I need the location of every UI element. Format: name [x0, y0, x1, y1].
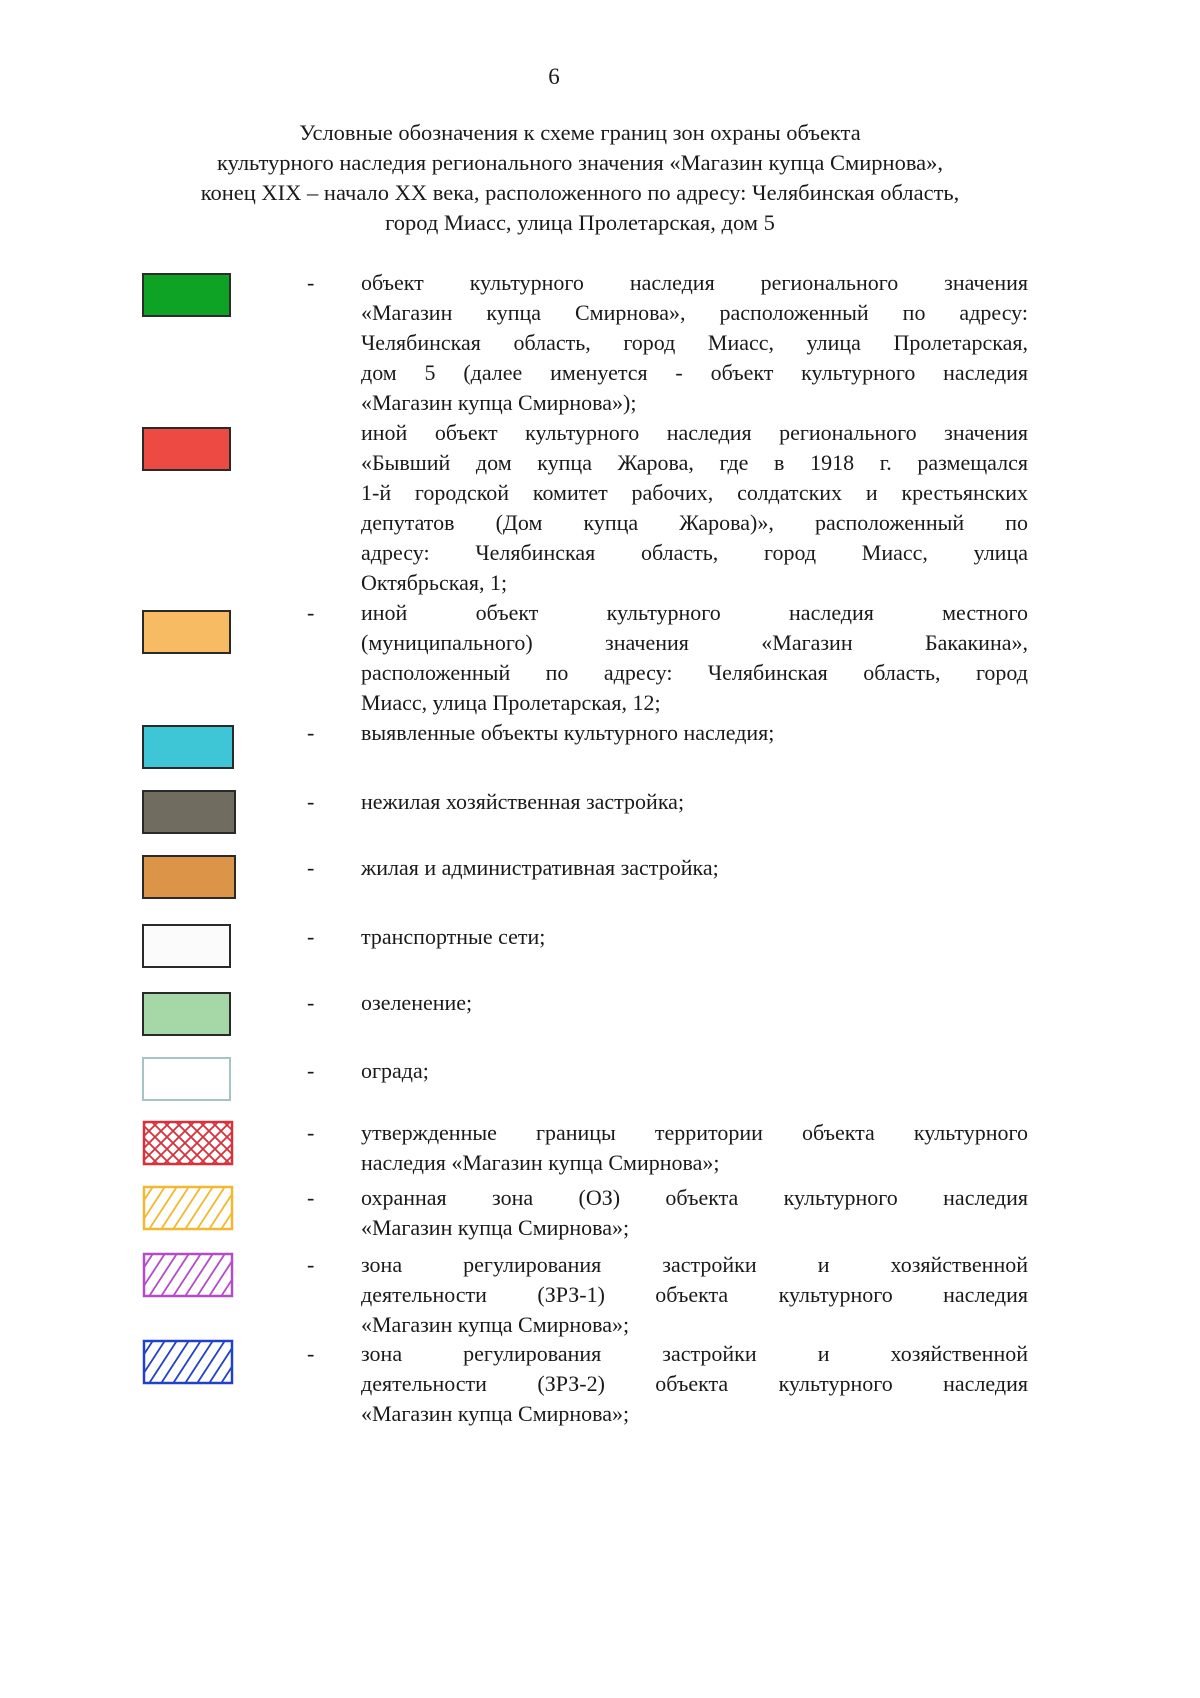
legend-swatch-orange — [142, 855, 236, 899]
legend-line: деятельности (ЗРЗ-1) объекта культурного наследия — [361, 1282, 1028, 1307]
legend-line: зона регулирования застройки и хозяйственной — [361, 1341, 1028, 1366]
legend-line: озеленение; — [361, 990, 473, 1015]
legend-line: выявленные объекты культурного наследия; — [361, 720, 775, 745]
legend-line: нежилая хозяйственная застройка; — [361, 789, 685, 814]
legend-dash: - — [307, 1185, 315, 1210]
legend-dash: - — [307, 789, 315, 814]
legend-swatch-cyan — [142, 725, 234, 769]
legend-swatch-crosshatch — [142, 1120, 234, 1166]
legend-description — [361, 1339, 1028, 1429]
legend-line: Челябинская область, город Миасс, улица Пролетарская, — [361, 330, 1028, 355]
legend-swatch-red — [142, 427, 231, 471]
legend-line: охранная зона (ОЗ) объекта культурного наследия — [361, 1185, 1028, 1210]
legend-line: «Бывший дом купца Жарова, где в 1918 г. размещался — [361, 450, 1028, 475]
legend-description — [361, 1250, 1028, 1340]
legend-line: 1-й городской комитет рабочих, солдатских и крестьянских — [361, 480, 1028, 505]
title-line: конец XIX – начало XX века, расположенного по адресу: Челябинская область, — [200, 180, 960, 205]
legend-swatch-diagonal-purple — [142, 1252, 234, 1298]
legend-line: деятельности (ЗРЗ-2) объекта культурного наследия — [361, 1371, 1028, 1396]
legend-line: транспортные сети; — [361, 924, 546, 949]
legend-line: жилая и административная застройка; — [361, 855, 719, 880]
legend-description — [361, 1056, 1028, 1086]
legend-swatch-green — [142, 273, 231, 317]
legend-line: «Магазин купца Смирнова»; — [361, 1401, 630, 1426]
legend-line: «Магазин купца Смирнова», расположенный по адресу: — [361, 300, 1028, 325]
legend-description — [361, 718, 1028, 748]
legend-dash: - — [307, 855, 315, 880]
legend-swatch-light-green — [142, 992, 231, 1036]
legend-swatch-fence — [142, 1057, 231, 1101]
legend-line: расположенный по адресу: Челябинская область, город — [361, 660, 1028, 685]
legend-description — [361, 787, 1028, 817]
legend-swatch-light-orange — [142, 610, 231, 654]
page-number: 6 — [548, 64, 560, 89]
legend-description — [361, 853, 1028, 883]
legend-description — [361, 268, 1028, 418]
legend-dash: - — [307, 1120, 315, 1145]
legend-dash: - — [307, 1341, 315, 1366]
legend-description — [361, 418, 1028, 598]
legend-dash: - — [307, 924, 315, 949]
title-line: город Миасс, улица Пролетарская, дом 5 — [385, 210, 775, 235]
legend-line: дом 5 (далее именуется - объект культурного наследия — [361, 360, 1028, 385]
legend-line: депутатов (Дом купца Жарова)», расположенный по — [361, 510, 1028, 535]
legend-line: наследия «Магазин купца Смирнова»; — [361, 1150, 720, 1175]
legend-line: «Магазин купца Смирнова»); — [361, 390, 637, 415]
legend-swatch-diagonal-blue — [142, 1339, 234, 1385]
legend-swatch-dark-gray — [142, 790, 236, 834]
legend-line: «Магазин купца Смирнова»; — [361, 1312, 630, 1337]
legend-line: утвержденные границы территории объекта культурного — [361, 1120, 1028, 1145]
legend-line: иной объект культурного наследия регионального значения — [361, 420, 1028, 445]
legend-line: (муниципального) значения «Магазин Бакакина», — [361, 630, 1028, 655]
legend-dash: - — [307, 270, 315, 295]
legend-description — [361, 1118, 1028, 1178]
legend-line: Октябрьская, 1; — [361, 570, 508, 595]
title-line: культурного наследия регионального значения «Магазин купца Смирнова», — [216, 150, 944, 175]
legend-swatch-white — [142, 924, 231, 968]
legend-description — [361, 988, 1028, 1018]
legend-line: объект культурного наследия регионального значения — [361, 270, 1028, 295]
legend-dash: - — [307, 1252, 315, 1277]
legend-description — [361, 922, 1028, 952]
document-title — [100, 118, 1060, 238]
legend-swatch-diagonal-yellow — [142, 1185, 234, 1231]
legend-line: зона регулирования застройки и хозяйственной — [361, 1252, 1028, 1277]
legend-dash: - — [307, 1058, 315, 1083]
legend-line: «Магазин купца Смирнова»; — [361, 1215, 630, 1240]
legend-line: адресу: Челябинская область, город Миасс, улица — [361, 540, 1028, 565]
legend-line: ограда; — [361, 1058, 429, 1083]
legend-line: иной объект культурного наследия местного — [361, 600, 1028, 625]
legend-line: Миасс, улица Пролетарская, 12; — [361, 690, 661, 715]
legend-description — [361, 598, 1028, 718]
legend-dash: - — [307, 990, 315, 1015]
legend-dash: - — [307, 600, 315, 625]
legend-description — [361, 1183, 1028, 1243]
title-line: Условные обозначения к схеме границ зон охраны объекта — [299, 120, 861, 145]
legend-dash: - — [307, 720, 315, 745]
